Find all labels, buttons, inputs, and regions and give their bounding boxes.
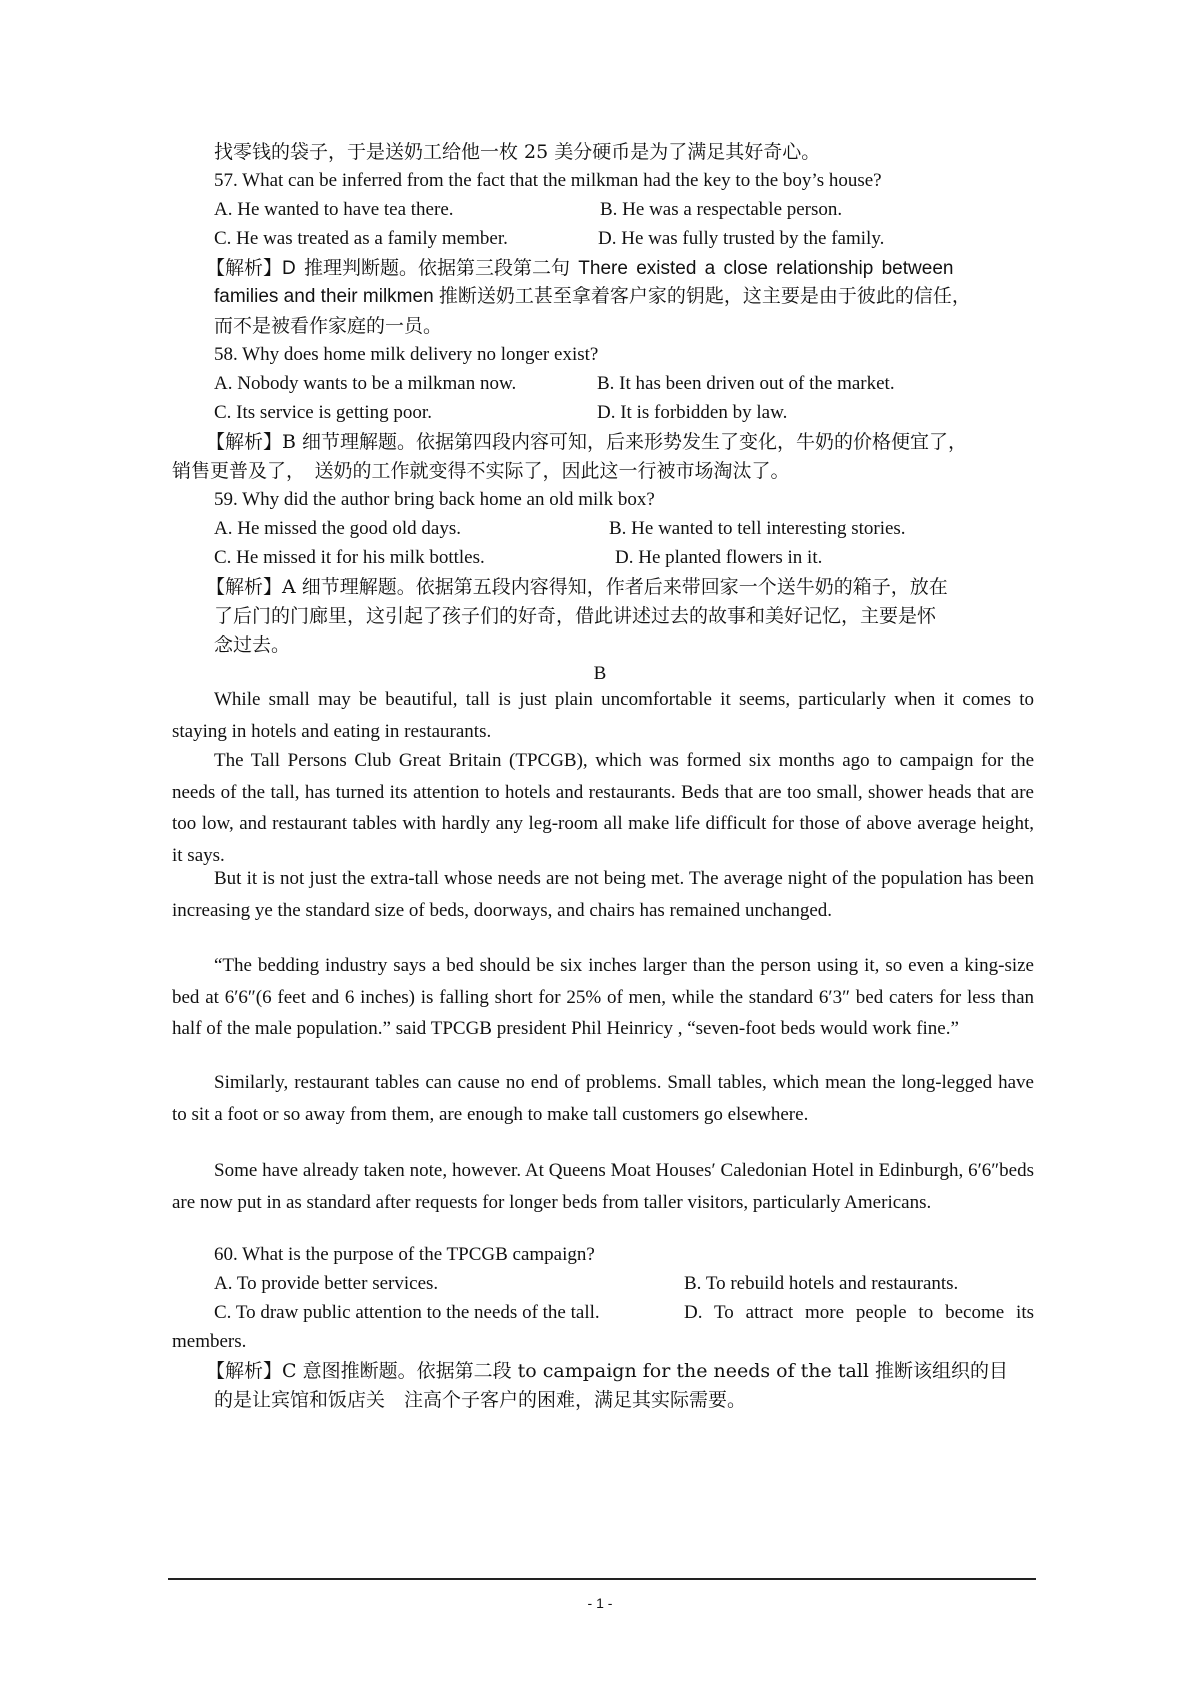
analysis-tag: 【解析】	[206, 431, 283, 453]
question-58-option-a: A. Nobody wants to be a milkman now.	[214, 373, 517, 394]
question-59-analysis-line-3: 念过去。	[214, 634, 291, 656]
question-58-option-b: B. It has been driven out of the market.	[597, 373, 895, 394]
analysis-text: C 意图推断题。依据第二段 to campaign for the needs of the tall 推断该组织的目	[282, 1360, 1008, 1382]
passage-paragraph-6: Some have already taken note, however. At Queens Moat Houses′ Caledonian Hotel in Edinburgh, 6′6″beds are now put in as standard after requests for longer beds from taller visitors, particularly Americans.	[172, 1160, 1034, 1213]
section-heading: B	[593, 663, 607, 684]
question-57-option-b: B. He was a respectable person.	[600, 199, 843, 220]
question-58-option-c: C. Its service is getting poor.	[214, 402, 432, 423]
question-60-stem: 60. What is the purpose of the TPCGB campaign?	[214, 1244, 595, 1265]
intro-tail-text: 找零钱的袋子，于是送奶工给他一枚 25 美分硬币是为了满足其好奇心。	[214, 141, 821, 163]
question-60-option-a: A. To provide better services.	[214, 1273, 439, 1294]
page-number: - 1 -	[587, 1595, 613, 1611]
question-59-option-c: C. He missed it for his milk bottles.	[214, 547, 485, 568]
question-57-option-a: A. He wanted to have tea there.	[214, 199, 454, 220]
question-57-analysis-line-1	[206, 256, 953, 281]
question-57-option-c: C. He was treated as a family member.	[214, 228, 508, 249]
question-60-analysis-line-1	[206, 1359, 1008, 1383]
passage-paragraph-2: The Tall Persons Club Great Britain (TPCGB), which was formed six months ago to campaign for the needs of the tall, has turned its attention to hotels and restaurants. Beds that are too small, shower heads that are too low, and restaurant tables with hardly any leg-room all make life difficult for those of above average height, it says.	[172, 750, 1034, 867]
analysis-text: B 细节理解题。依据第四段内容可知，后来形势发生了变化，牛奶的价格便宜了，	[282, 431, 968, 453]
question-58-analysis-line-1	[206, 430, 967, 454]
question-60-option-c: C. To draw public attention to the needs of the tall.	[214, 1302, 600, 1323]
question-58-option-d: D. It is forbidden by law.	[597, 402, 788, 423]
analysis-tag: 【解析】	[206, 1360, 283, 1382]
question-57-option-d: D. He was fully trusted by the family.	[598, 228, 885, 249]
question-60-option-d-continued: members.	[172, 1331, 247, 1352]
passage-paragraph-3: But it is not just the extra-tall whose needs are not being met. The average night of the population has been increasing ye the standard size of beds, doorways, and chairs has remained unchanged.	[172, 868, 1034, 921]
question-57-stem: 57. What can be inferred from the fact that the milkman had the key to the boy’s house?	[214, 170, 882, 191]
question-57-analysis-line-3: 而不是被看作家庭的一员。	[214, 315, 443, 337]
question-59-option-a: A. He missed the good old days.	[214, 518, 461, 539]
question-58-stem: 58. Why does home milk delivery no longer exist?	[214, 344, 599, 365]
passage-paragraph-1: While small may be beautiful, tall is just plain uncomfortable it seems, particularly when it comes to staying in hotels and eating in restaurants.	[172, 689, 1034, 742]
question-60-option-d: D. To attract more people to become its	[684, 1302, 1034, 1323]
passage-paragraph-5: Similarly, restaurant tables can cause no end of problems. Small tables, which mean the long-legged have to sit a foot or so away from them, are enough to make tall customers go elsewhere.	[172, 1072, 1034, 1125]
analysis-tag: 【解析】	[206, 576, 283, 598]
analysis-tag: 【解析】	[206, 257, 283, 279]
question-60-analysis-line-2: 的是让宾馆和饭店关 注高个子客户的困难，满足其实际需要。	[214, 1389, 747, 1411]
question-59-option-b: B. He wanted to tell interesting stories.	[609, 518, 906, 539]
question-60-option-b: B. To rebuild hotels and restaurants.	[684, 1273, 959, 1294]
question-57-analysis-line-2: families and their milkmen 推断送奶工甚至拿着客户家的钥匙，这主要是由于彼此的信任，	[214, 286, 971, 307]
passage-paragraph-4: “The bedding industry says a bed should be six inches larger than the person using it, so even a king-size bed at 6′6″(6 feet and 6 inches) is falling short for 25% of men, while the standard 6′3″ bed caters for less than half of the male population.” said TPCGB president Phil Heinricy , “seven-foot beds would work fine.”	[172, 955, 1034, 1040]
question-58-analysis-line-2: 销售更普及了， 送奶的工作就变得不实际了，因此这一行被市场淘汰了。	[172, 460, 790, 482]
analysis-text: A 细节理解题。依据第五段内容得知，作者后来带回家一个送牛奶的箱子，放在	[282, 576, 948, 598]
question-59-analysis-line-2: 了后门的门廊里，这引起了孩子们的好奇，借此讲述过去的故事和美好记忆，主要是怀	[214, 605, 937, 627]
footer-divider	[168, 1578, 1036, 1580]
analysis-text: D 推理判断题。依据第三段第二句 There existed a close relationship between	[282, 258, 954, 279]
question-59-stem: 59. Why did the author bring back home an old milk box?	[214, 489, 655, 510]
question-59-option-d: D. He planted flowers in it.	[615, 547, 823, 568]
question-59-analysis-line-1	[206, 575, 948, 599]
